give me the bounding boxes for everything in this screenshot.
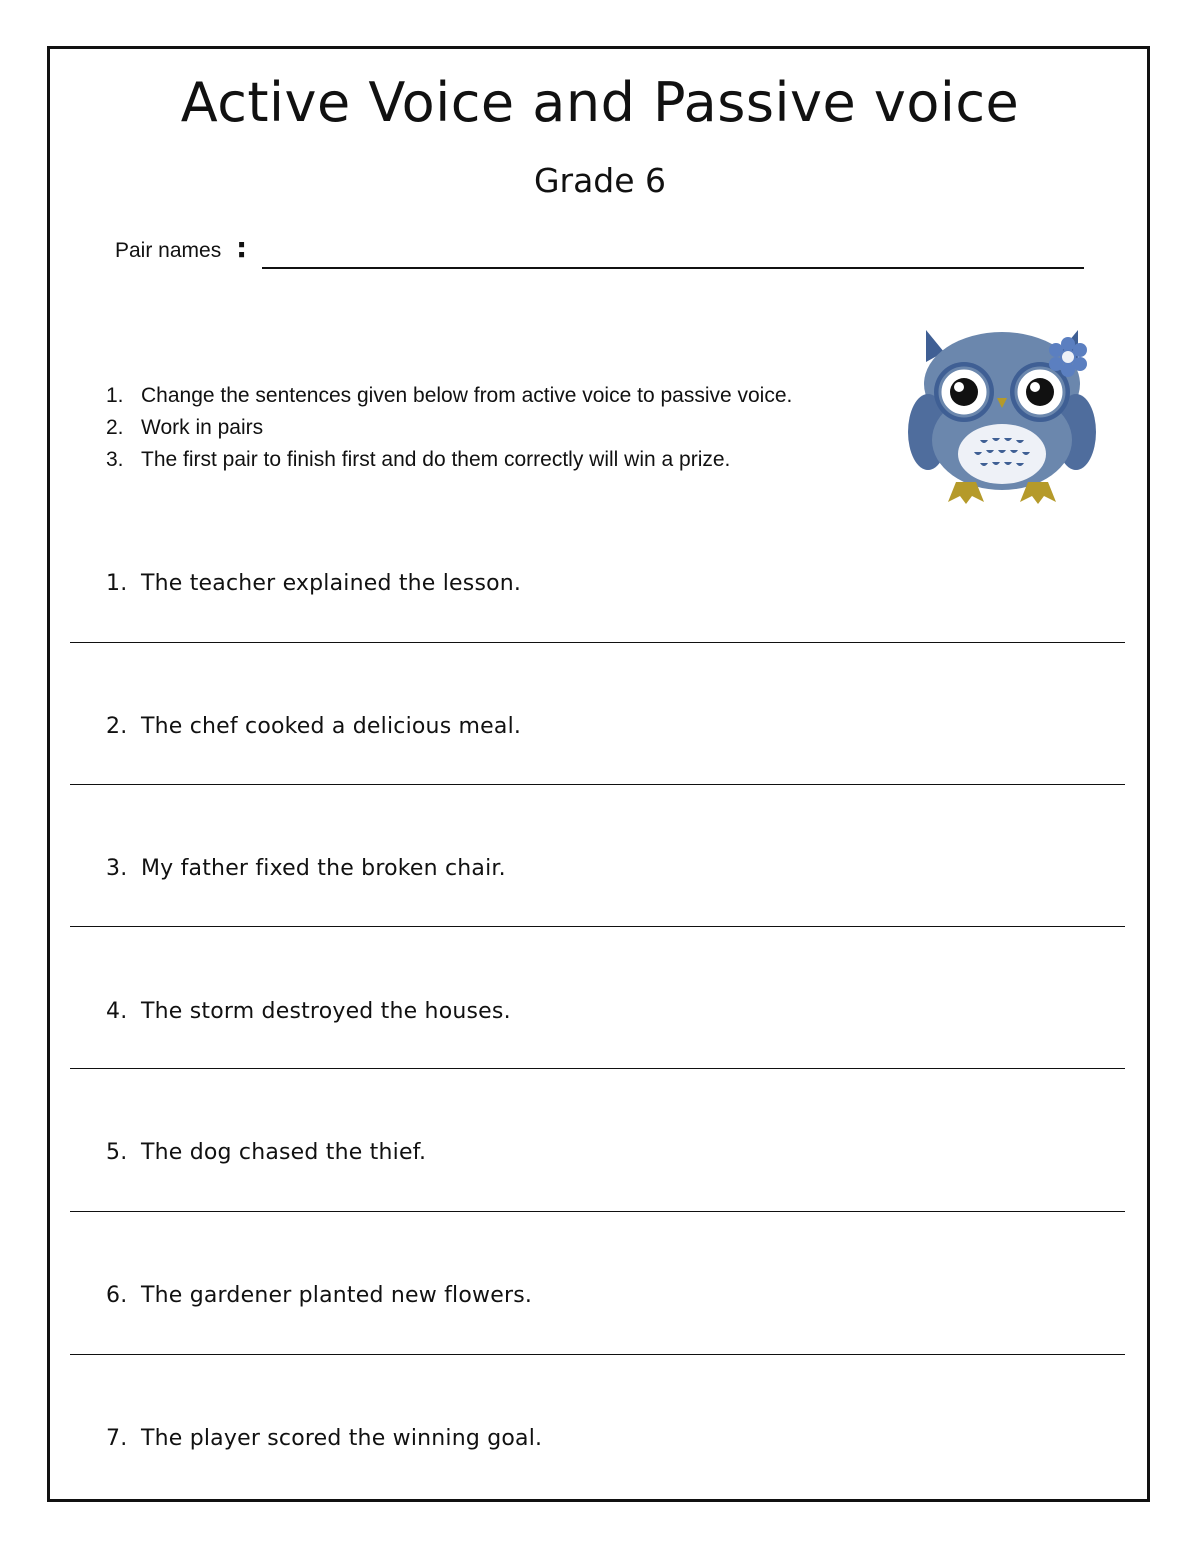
instruction-number: 3. — [106, 448, 124, 471]
question-text: The storm destroyed the houses. — [141, 999, 511, 1024]
question-text: The player scored the winning goal. — [141, 1426, 543, 1451]
question-text: My father fixed the broken chair. — [141, 856, 506, 881]
question-text: The gardener planted new flowers. — [141, 1283, 533, 1308]
question-item — [106, 1281, 532, 1311]
pair-names-label: Pair names — [115, 239, 222, 262]
question-number: 1. — [106, 571, 128, 596]
instruction-item — [106, 412, 792, 444]
question-number: 3. — [106, 856, 128, 881]
pair-names-colon: : — [236, 231, 248, 264]
instruction-number: 2. — [106, 416, 124, 439]
question-text: The chef cooked a delicious meal. — [141, 714, 522, 739]
instruction-item — [106, 444, 792, 476]
answer-line[interactable] — [70, 1354, 1125, 1355]
instruction-text: Change the sentences given below from active voice to passive voice. — [141, 384, 793, 407]
grade-label: Grade 6 — [533, 161, 667, 200]
question-item — [106, 854, 506, 884]
instruction-text: Work in pairs — [141, 416, 264, 439]
owl-left-pupil — [950, 378, 978, 406]
instruction-item — [106, 380, 792, 412]
page-title: Active Voice and Passive voice — [180, 71, 1020, 134]
answer-line[interactable] — [70, 642, 1125, 643]
question-number: 7. — [106, 1426, 128, 1451]
question-number: 4. — [106, 999, 128, 1024]
question-number: 2. — [106, 714, 128, 739]
question-item — [106, 997, 511, 1027]
owl-right-pupil — [1026, 378, 1054, 406]
owl-belly — [958, 424, 1046, 484]
question-text: The dog chased the thief. — [141, 1140, 427, 1165]
question-number: 5. — [106, 1140, 128, 1165]
instructions-list — [106, 380, 792, 476]
answer-line[interactable] — [70, 1068, 1125, 1069]
question-item — [106, 1138, 426, 1168]
answer-line[interactable] — [70, 1211, 1125, 1212]
pair-names-field[interactable] — [262, 267, 1084, 269]
question-number: 6. — [106, 1283, 128, 1308]
question-item — [106, 569, 521, 599]
answer-line[interactable] — [70, 784, 1125, 785]
question-item — [106, 712, 521, 742]
instruction-number: 1. — [106, 384, 124, 407]
question-text: The teacher explained the lesson. — [141, 571, 522, 596]
owl-icon — [904, 322, 1100, 508]
instruction-text: The first pair to finish first and do them correctly will win a prize. — [141, 448, 731, 471]
answer-line[interactable] — [70, 926, 1125, 927]
question-item — [106, 1424, 542, 1454]
